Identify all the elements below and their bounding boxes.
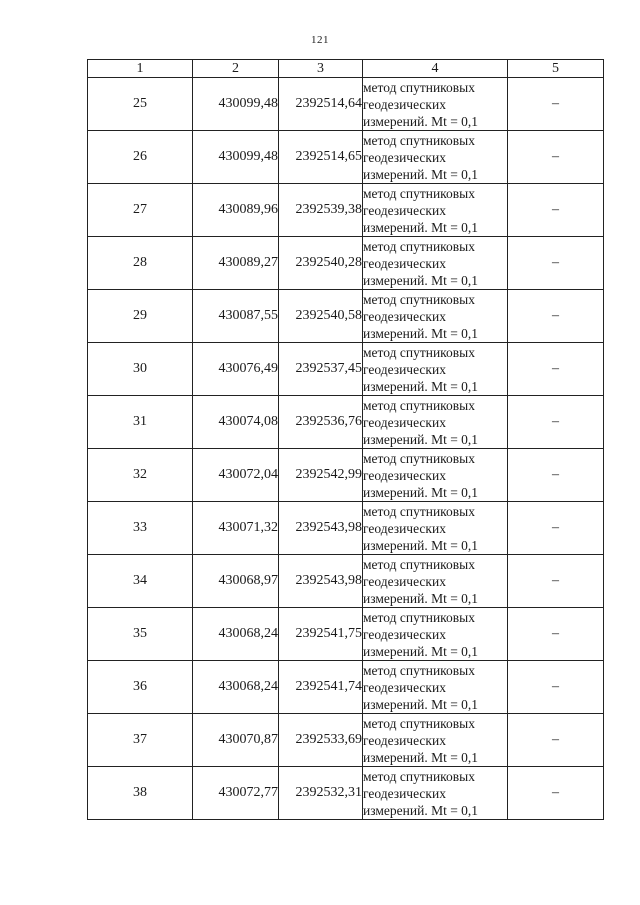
method-cell — [363, 184, 508, 237]
method-line-2: геодезических — [363, 573, 446, 589]
method-line-2: геодезических — [363, 520, 446, 536]
method-line-3: измерений. Mt = 0,1 — [363, 219, 479, 235]
method-line-1: метод спутниковых — [363, 344, 475, 360]
x-coordinate-cell: 430072,77 — [193, 767, 279, 820]
method-line-2: геодезических — [363, 202, 446, 218]
point-number-cell: 30 — [88, 343, 193, 396]
method-line-1: метод спутниковых — [363, 768, 475, 784]
method-line-2: геодезических — [363, 785, 446, 801]
method-line-3: измерений. Mt = 0,1 — [363, 166, 479, 182]
method-cell — [363, 661, 508, 714]
method-line-3: измерений. Mt = 0,1 — [363, 802, 479, 818]
table-body — [88, 78, 604, 820]
x-coordinate-cell: 430068,24 — [193, 608, 279, 661]
method-cell — [363, 555, 508, 608]
method-line-2: геодезических — [363, 732, 446, 748]
method-line-1: метод спутниковых — [363, 397, 475, 413]
point-number-cell: 33 — [88, 502, 193, 555]
method-line-2: геодезических — [363, 255, 446, 271]
y-coordinate-cell: 2392540,28 — [279, 237, 363, 290]
method-line-3: измерений. Mt = 0,1 — [363, 431, 479, 447]
table-header-row — [88, 60, 604, 78]
point-number-cell: 32 — [88, 449, 193, 502]
method-cell — [363, 449, 508, 502]
method-line-1: метод спутниковых — [363, 132, 475, 148]
x-coordinate-cell: 430089,96 — [193, 184, 279, 237]
method-line-2: геодезических — [363, 414, 446, 430]
method-line-2: геодезических — [363, 361, 446, 377]
x-coordinate-cell: 430070,87 — [193, 714, 279, 767]
method-line-3: измерений. Mt = 0,1 — [363, 484, 479, 500]
y-coordinate-cell: 2392543,98 — [279, 502, 363, 555]
y-coordinate-cell: 2392541,74 — [279, 661, 363, 714]
y-coordinate-cell: 2392537,45 — [279, 343, 363, 396]
method-line-1: метод спутниковых — [363, 185, 475, 201]
method-line-2: геодезических — [363, 626, 446, 642]
method-line-3: измерений. Mt = 0,1 — [363, 113, 479, 129]
column-header-4: 4 — [363, 60, 508, 78]
method-line-2: геодезических — [363, 467, 446, 483]
y-coordinate-cell: 2392532,31 — [279, 767, 363, 820]
x-coordinate-cell: 430068,97 — [193, 555, 279, 608]
method-line-1: метод спутниковых — [363, 450, 475, 466]
table-row — [88, 767, 604, 820]
column-5-cell: – — [508, 449, 604, 502]
x-coordinate-cell: 430099,48 — [193, 78, 279, 131]
column-header-2: 2 — [193, 60, 279, 78]
method-line-1: метод спутниковых — [363, 291, 475, 307]
table-row — [88, 237, 604, 290]
x-coordinate-cell: 430099,48 — [193, 131, 279, 184]
column-5-cell: – — [508, 555, 604, 608]
method-cell — [363, 608, 508, 661]
x-coordinate-cell: 430072,04 — [193, 449, 279, 502]
method-line-3: измерений. Mt = 0,1 — [363, 325, 479, 341]
page-number: 121 — [311, 34, 329, 46]
method-cell — [363, 396, 508, 449]
column-5-cell: – — [508, 237, 604, 290]
table-row — [88, 555, 604, 608]
table-row — [88, 78, 604, 131]
point-number-cell: 31 — [88, 396, 193, 449]
table-row — [88, 290, 604, 343]
table-row — [88, 502, 604, 555]
method-line-2: геодезических — [363, 96, 446, 112]
method-line-1: метод спутниковых — [363, 715, 475, 731]
y-coordinate-cell: 2392539,38 — [279, 184, 363, 237]
column-5-cell: – — [508, 290, 604, 343]
column-5-cell: – — [508, 767, 604, 820]
column-header-5: 5 — [508, 60, 604, 78]
column-5-cell: – — [508, 184, 604, 237]
y-coordinate-cell: 2392514,65 — [279, 131, 363, 184]
column-5-cell: – — [508, 343, 604, 396]
point-number-cell: 38 — [88, 767, 193, 820]
method-line-3: измерений. Mt = 0,1 — [363, 749, 479, 765]
x-coordinate-cell: 430074,08 — [193, 396, 279, 449]
column-5-cell: – — [508, 661, 604, 714]
column-5-cell: – — [508, 131, 604, 184]
table-row — [88, 661, 604, 714]
method-cell — [363, 767, 508, 820]
method-line-3: измерений. Mt = 0,1 — [363, 696, 479, 712]
coordinates-table — [87, 59, 604, 820]
y-coordinate-cell: 2392536,76 — [279, 396, 363, 449]
method-line-2: геодезических — [363, 149, 446, 165]
table-row — [88, 608, 604, 661]
method-line-1: метод спутниковых — [363, 609, 475, 625]
method-line-1: метод спутниковых — [363, 238, 475, 254]
y-coordinate-cell: 2392543,98 — [279, 555, 363, 608]
point-number-cell: 26 — [88, 131, 193, 184]
y-coordinate-cell: 2392533,69 — [279, 714, 363, 767]
method-cell — [363, 714, 508, 767]
point-number-cell: 25 — [88, 78, 193, 131]
method-line-3: измерений. Mt = 0,1 — [363, 590, 479, 606]
method-line-2: геодезических — [363, 679, 446, 695]
method-cell — [363, 78, 508, 131]
method-cell — [363, 290, 508, 343]
column-5-cell: – — [508, 396, 604, 449]
method-line-3: измерений. Mt = 0,1 — [363, 643, 479, 659]
method-line-1: метод спутниковых — [363, 662, 475, 678]
x-coordinate-cell: 430068,24 — [193, 661, 279, 714]
x-coordinate-cell: 430087,55 — [193, 290, 279, 343]
point-number-cell: 35 — [88, 608, 193, 661]
table-row — [88, 396, 604, 449]
table-row — [88, 343, 604, 396]
y-coordinate-cell: 2392540,58 — [279, 290, 363, 343]
y-coordinate-cell: 2392542,99 — [279, 449, 363, 502]
method-cell — [363, 343, 508, 396]
method-line-1: метод спутниковых — [363, 503, 475, 519]
point-number-cell: 37 — [88, 714, 193, 767]
y-coordinate-cell: 2392541,75 — [279, 608, 363, 661]
point-number-cell: 27 — [88, 184, 193, 237]
method-line-1: метод спутниковых — [363, 79, 475, 95]
column-5-cell: – — [508, 78, 604, 131]
column-header-3: 3 — [279, 60, 363, 78]
point-number-cell: 34 — [88, 555, 193, 608]
table-row — [88, 131, 604, 184]
column-header-1: 1 — [88, 60, 193, 78]
column-5-cell: – — [508, 608, 604, 661]
column-5-cell: – — [508, 502, 604, 555]
method-line-3: измерений. Mt = 0,1 — [363, 537, 479, 553]
table-row — [88, 449, 604, 502]
y-coordinate-cell: 2392514,64 — [279, 78, 363, 131]
method-cell — [363, 131, 508, 184]
method-line-3: измерений. Mt = 0,1 — [363, 272, 479, 288]
point-number-cell: 29 — [88, 290, 193, 343]
x-coordinate-cell: 430076,49 — [193, 343, 279, 396]
method-line-1: метод спутниковых — [363, 556, 475, 572]
table-row — [88, 714, 604, 767]
point-number-cell: 28 — [88, 237, 193, 290]
method-cell — [363, 237, 508, 290]
method-line-2: геодезических — [363, 308, 446, 324]
method-cell — [363, 502, 508, 555]
x-coordinate-cell: 430089,27 — [193, 237, 279, 290]
column-5-cell: – — [508, 714, 604, 767]
point-number-cell: 36 — [88, 661, 193, 714]
x-coordinate-cell: 430071,32 — [193, 502, 279, 555]
table-row — [88, 184, 604, 237]
method-line-3: измерений. Mt = 0,1 — [363, 378, 479, 394]
